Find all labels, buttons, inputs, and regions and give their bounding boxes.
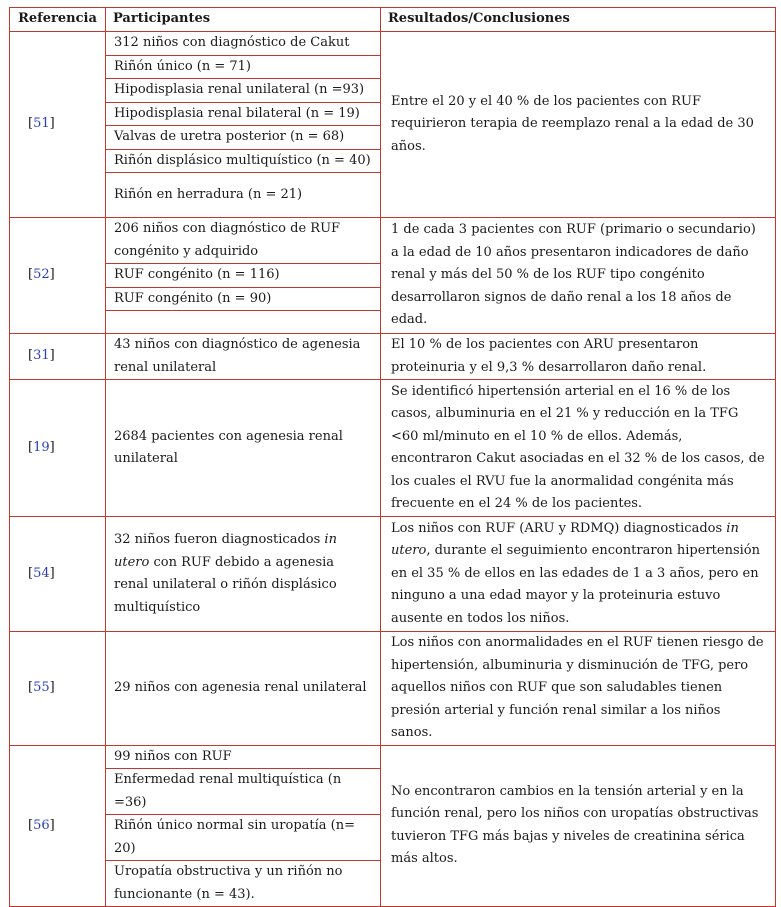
participants-text: 32 niños fueron diagnosticados — [114, 532, 325, 547]
participant-item: Uropatía obstructiva y un riñón no funcionante (n = 43). — [114, 864, 343, 902]
ref-cell: [52] — [10, 218, 106, 334]
ref-link-19[interactable]: 19 — [33, 439, 50, 455]
ref-link-54[interactable]: 54 — [33, 565, 50, 581]
participants-text: con RUF debido a agenesia renal unilateral o riñón displásico multiquístico — [114, 554, 337, 615]
header-resultados: Resultados/Conclusiones — [381, 8, 776, 32]
header-row — [10, 8, 776, 32]
participant-item: RUF congénito (n = 116) — [106, 264, 380, 288]
participant-item: 312 niños con diagnóstico de Cakut — [106, 32, 380, 56]
result-text: , durante el seguimiento encontraron hipertensión en el 35 % de ellos en las edades de 1 a 3 años, pero en ninguno a una edad mayor y la proteinuria estuvo ausente en todos los niños. — [391, 543, 760, 626]
result-cell: 1 de cada 3 pacientes con RUF (primario o secundario) a la edad de 10 años presentaron indicadores de daño renal y más del 50 % de los RUF tipo congénito desarrollaron signos de daño renal a los 18 años de edad. — [381, 218, 776, 334]
participants-cell — [106, 517, 381, 632]
result-cell: Se identificó hipertensión arterial en el 16 % de los casos, albuminuria en el 21 % y reducción en la TFG <60 ml/minuto en el 10 % de ellos. Además, encontraron Cakut asociadas en el 32 % de los casos, de los cuales el RVU fue la anormalidad congénita más frecuente en el 24 % de los pacientes. — [381, 380, 776, 517]
ref-link-31[interactable]: 31 — [33, 348, 50, 364]
participants-cell: 43 niños con diagnóstico de agenesia renal unilateral — [106, 334, 381, 380]
results-table — [9, 7, 776, 907]
participants-cell: 29 niños con agenesia renal unilateral — [106, 632, 381, 746]
table-row — [10, 380, 776, 517]
participants-cell — [106, 218, 381, 334]
participant-item: Riñón único normal sin uropatía (n= 20) — [106, 815, 380, 861]
participants-emphasis: in utero — [114, 532, 337, 570]
table-row — [10, 218, 776, 334]
result-cell: No encontraron cambios en la tensión arterial y en la función renal, pero los niños con uropatías obstructivas tuvieron TFG más bajas y niveles de creatinina sérica más altos. — [381, 745, 776, 907]
table-row — [10, 32, 776, 218]
ref-link-55[interactable]: 55 — [33, 680, 50, 695]
participants-cell — [106, 745, 381, 907]
result-cell: Los niños con anormalidades en el RUF tienen riesgo de hipertensión, albuminuria y disminución de TFG, pero aquellos niños con RUF que son saludables tienen presión arterial y función renal similar a los niños sanos. — [381, 632, 776, 746]
ref-cell: [19] — [10, 380, 106, 517]
participant-item: Hipodisplasia renal unilateral (n =93) — [106, 79, 380, 103]
ref-link-51[interactable]: 51 — [33, 116, 50, 132]
header-referencia: Referencia — [10, 8, 106, 32]
participant-item: Hipodisplasia renal bilateral (n = 19) — [106, 103, 380, 127]
table-row — [10, 334, 776, 380]
participant-item: RUF congénito (n = 90) — [106, 288, 380, 312]
participant-item: Riñón único (n = 71) — [106, 56, 380, 80]
ref-cell: [31] — [10, 334, 106, 380]
result-emphasis: in utero — [391, 520, 739, 559]
participant-item: Riñón displásico multiquístico (n = 40) — [106, 150, 380, 174]
result-cell: Entre el 20 y el 40 % de los pacientes con RUF requirieron terapia de reemplazo renal a la edad de 30 años. — [381, 32, 776, 218]
participant-item: 206 niños con diagnóstico de RUF congénito y adquirido — [106, 218, 380, 264]
participant-item: Enfermedad renal multiquística (n =36) — [106, 769, 380, 815]
ref-cell: [51] — [10, 32, 106, 218]
ref-link-56[interactable]: 56 — [33, 817, 50, 833]
participants-cell — [106, 32, 381, 218]
ref-cell: [55] — [10, 632, 106, 746]
participants-cell: 2684 pacientes con agenesia renal unilateral — [106, 380, 381, 517]
table-row — [10, 632, 776, 746]
result-text: Los niños con RUF (ARU y RDMQ) diagnosticados — [391, 520, 727, 536]
table-row — [10, 745, 776, 907]
result-cell: El 10 % de los pacientes con ARU presentaron proteinuria y el 9,3 % desarrollaron daño renal. — [381, 334, 776, 380]
table-row — [10, 517, 776, 632]
participant-item — [106, 311, 380, 333]
result-cell — [381, 517, 776, 632]
ref-cell: [56] — [10, 745, 106, 907]
ref-cell: [54] — [10, 517, 106, 632]
header-participantes: Participantes — [106, 8, 381, 32]
participant-item: 99 niños con RUF — [106, 746, 380, 770]
participant-item: Valvas de uretra posterior (n = 68) — [106, 126, 380, 150]
ref-link-52[interactable]: 52 — [33, 267, 50, 283]
participant-item: Riñón en herradura (n = 21) — [114, 187, 303, 202]
